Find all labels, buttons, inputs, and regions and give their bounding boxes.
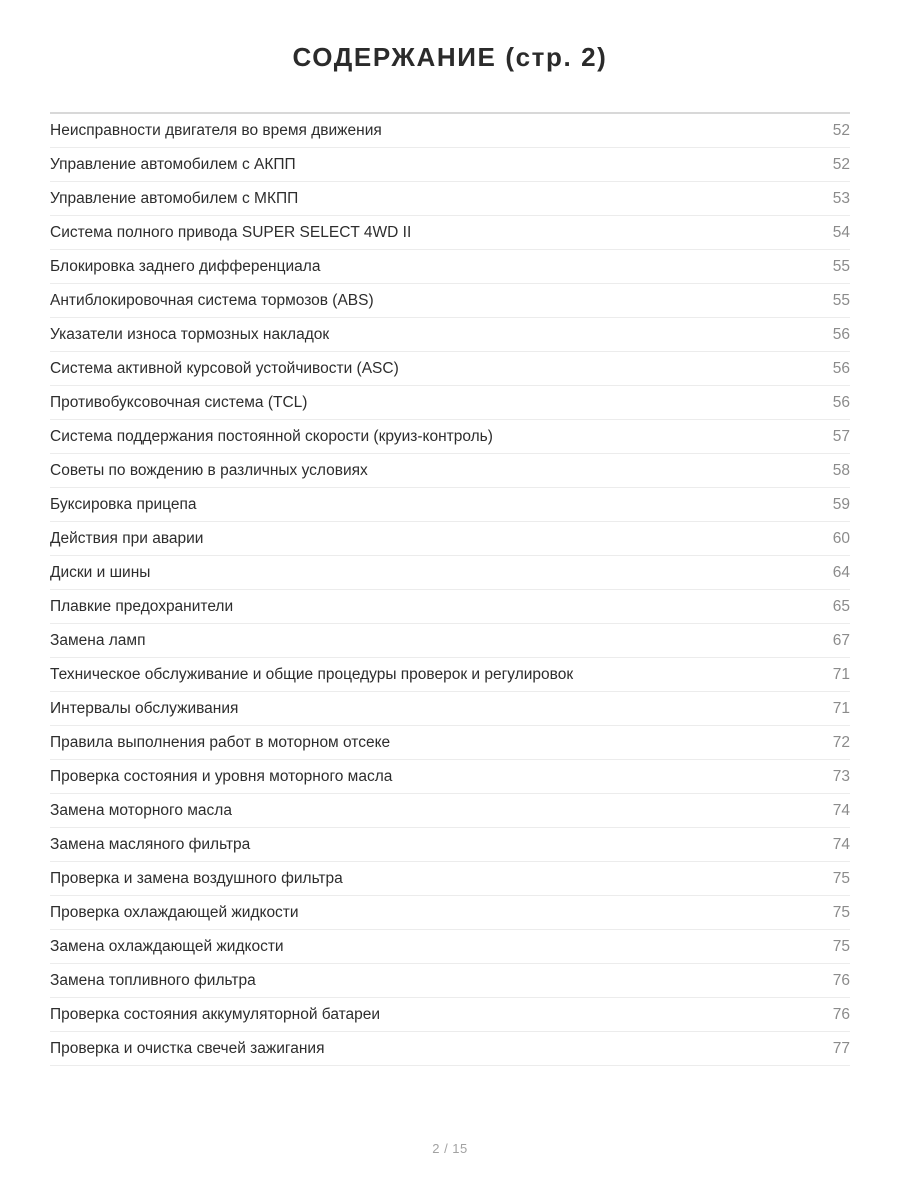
toc-entry-label: Плавкие предохранители xyxy=(50,598,234,615)
toc-entry-page-number: 53 xyxy=(832,190,850,207)
toc-entry-label: Неисправности двигателя во время движения xyxy=(50,122,382,139)
toc-entry[interactable] xyxy=(50,488,850,522)
toc-entry-label: Замена охлаждающей жидкости xyxy=(50,938,284,955)
toc-entry-page-number: 74 xyxy=(832,836,850,853)
toc-entry[interactable] xyxy=(50,148,850,182)
toc-entry[interactable] xyxy=(50,590,850,624)
toc-entry[interactable] xyxy=(50,692,850,726)
toc-entry-label: Система активной курсовой устойчивости (ASC) xyxy=(50,360,399,377)
page-title: СОДЕРЖАНИЕ (стр. 2) xyxy=(292,42,608,72)
toc-entry[interactable] xyxy=(50,556,850,590)
toc-entry-label: Правила выполнения работ в моторном отсеке xyxy=(50,734,391,751)
toc-entry[interactable] xyxy=(50,1032,850,1066)
toc-entry-page-number: 74 xyxy=(832,802,850,819)
toc-entry[interactable] xyxy=(50,726,850,760)
toc-entry-page-number: 67 xyxy=(832,632,850,649)
toc-entry-page-number: 52 xyxy=(832,122,850,139)
toc-entry-page-number: 56 xyxy=(832,326,850,343)
toc-entry-page-number: 75 xyxy=(832,904,850,921)
toc-entry[interactable] xyxy=(50,658,850,692)
toc-entry[interactable] xyxy=(50,182,850,216)
toc-entry-page-number: 64 xyxy=(832,564,850,581)
toc-entry-label: Противобуксовочная система (TCL) xyxy=(50,394,308,411)
page-footer: 2 / 15 xyxy=(432,1141,468,1156)
toc-entry[interactable] xyxy=(50,930,850,964)
toc-entry[interactable] xyxy=(50,794,850,828)
toc-entry[interactable] xyxy=(50,386,850,420)
toc-entry[interactable] xyxy=(50,862,850,896)
toc-entry[interactable] xyxy=(50,352,850,386)
toc-entry[interactable] xyxy=(50,896,850,930)
toc-entry-label: Диски и шины xyxy=(50,564,151,581)
toc-entry-page-number: 56 xyxy=(832,360,850,377)
toc-entry-label: Проверка и замена воздушного фильтра xyxy=(50,870,343,887)
toc-entry[interactable] xyxy=(50,250,850,284)
toc-entry-label: Советы по вождению в различных условиях xyxy=(50,462,368,479)
toc-entry-page-number: 73 xyxy=(832,768,850,785)
toc-entry-page-number: 59 xyxy=(832,496,850,513)
toc-entry[interactable] xyxy=(50,454,850,488)
toc-entry-page-number: 58 xyxy=(832,462,850,479)
toc-entry-page-number: 75 xyxy=(832,870,850,887)
toc-entry-page-number: 77 xyxy=(832,1040,850,1057)
toc-entry-page-number: 72 xyxy=(832,734,850,751)
toc-entry-page-number: 55 xyxy=(832,258,850,275)
toc-entry[interactable] xyxy=(50,522,850,556)
toc-entry-page-number: 75 xyxy=(832,938,850,955)
toc-entry-label: Проверка состояния аккумуляторной батареи xyxy=(50,1006,381,1023)
toc-entry-label: Замена топливного фильтра xyxy=(50,972,256,989)
toc-entry[interactable] xyxy=(50,760,850,794)
toc-entry-page-number: 65 xyxy=(832,598,850,615)
toc-entry-label: Указатели износа тормозных накладок xyxy=(50,326,330,343)
toc-entry-page-number: 76 xyxy=(832,972,850,989)
toc-entry[interactable] xyxy=(50,216,850,250)
toc-entry-label: Система поддержания постоянной скорости (круиз-контроль) xyxy=(50,428,493,445)
toc-entry-page-number: 57 xyxy=(832,428,850,445)
toc-entry-label: Замена масляного фильтра xyxy=(50,836,251,853)
toc-entry[interactable] xyxy=(50,624,850,658)
toc-entry[interactable] xyxy=(50,964,850,998)
toc-entry[interactable] xyxy=(50,998,850,1032)
toc-entry-label: Замена моторного масла xyxy=(50,802,232,819)
toc-entry-label: Проверка охлаждающей жидкости xyxy=(50,904,299,921)
toc-entry-label: Замена ламп xyxy=(50,632,146,649)
toc-entry-label: Техническое обслуживание и общие процедуры проверок и регулировок xyxy=(50,666,574,683)
toc-entry-label: Антиблокировочная система тормозов (ABS) xyxy=(50,292,374,309)
toc-entry-label: Система полного привода SUPER SELECT 4WD II xyxy=(50,224,412,241)
toc-entry-page-number: 56 xyxy=(832,394,850,411)
toc-entry[interactable] xyxy=(50,828,850,862)
toc-entry-label: Блокировка заднего дифференциала xyxy=(50,258,321,275)
toc-entry-label: Управление автомобилем с МКПП xyxy=(50,190,299,207)
toc-entry-page-number: 71 xyxy=(832,700,850,717)
toc-entry-page-number: 60 xyxy=(832,530,850,547)
toc-entry-label: Действия при аварии xyxy=(50,530,204,547)
toc-entry[interactable] xyxy=(50,114,850,148)
table-of-contents xyxy=(50,114,850,1066)
toc-entry-label: Проверка состояния и уровня моторного масла xyxy=(50,768,393,785)
toc-entry-label: Управление автомобилем с АКПП xyxy=(50,156,296,173)
toc-entry-page-number: 55 xyxy=(832,292,850,309)
toc-entry-label: Интервалы обслуживания xyxy=(50,700,239,717)
toc-entry-label: Буксировка прицепа xyxy=(50,496,197,513)
toc-entry-page-number: 71 xyxy=(832,666,850,683)
toc-entry-label: Проверка и очистка свечей зажигания xyxy=(50,1040,325,1057)
toc-entry[interactable] xyxy=(50,420,850,454)
toc-entry[interactable] xyxy=(50,318,850,352)
toc-entry-page-number: 76 xyxy=(832,1006,850,1023)
toc-entry[interactable] xyxy=(50,284,850,318)
toc-entry-page-number: 52 xyxy=(832,156,850,173)
toc-entry-page-number: 54 xyxy=(832,224,850,241)
